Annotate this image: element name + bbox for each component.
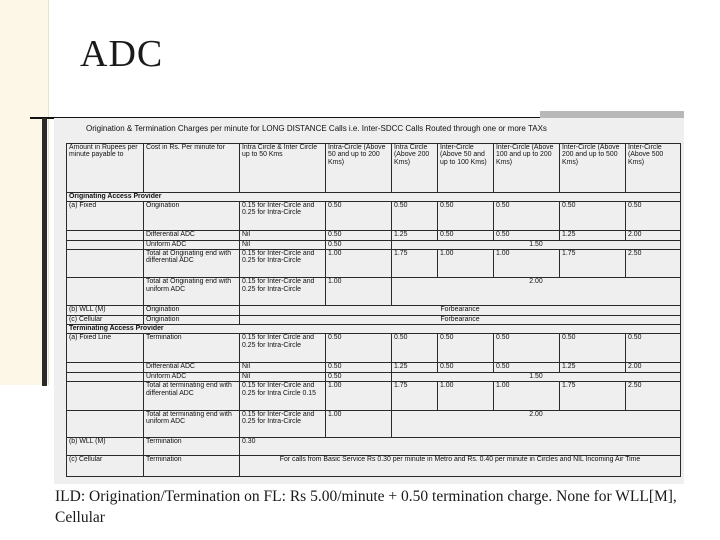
- column-header: Amount in Rupees per minute payable to: [67, 144, 144, 193]
- column-header: Inter-Circle (Above 500 Kms): [626, 144, 681, 193]
- value-cell: 0.30: [240, 438, 681, 456]
- value-cell: 0.50: [438, 334, 494, 363]
- column-header: Inter-Circle (Above 50 and up to 100 Kms): [438, 144, 494, 193]
- merged-value-cell: 2.00: [392, 410, 681, 437]
- column-header: Inter-Circle (Above 200 and up to 500 Kms): [560, 144, 626, 193]
- value-cell: 0.50: [438, 230, 494, 240]
- value-cell: 0.50: [494, 202, 560, 231]
- value-cell: 1.25: [560, 230, 626, 240]
- merged-value-cell: 2.00: [392, 278, 681, 305]
- table-row: [67, 382, 681, 411]
- item-cell: Total at Originating end with uniform ADC: [144, 278, 240, 305]
- section-row: [67, 192, 681, 201]
- value-cell: 0.50: [326, 240, 392, 249]
- value-cell: 0.50: [438, 362, 494, 372]
- item-cell: Uniform ADC: [144, 373, 240, 382]
- merged-value-cell: 1.50: [392, 373, 681, 382]
- item-cell: Termination: [144, 438, 240, 456]
- row-label: (a) Fixed Line: [67, 334, 144, 363]
- value-cell: 1.00: [326, 382, 392, 411]
- row-label: (b) WLL (M): [67, 438, 144, 456]
- table-header-text: Origination & Termination Charges per minute for LONG DISTANCE Calls i.e. Inter-SDCC Calls Routed through one or more TAXs: [86, 124, 547, 133]
- row-label: [67, 362, 144, 372]
- slide-caption: ILD: Origination/Termination on FL: Rs 5.00/minute + 0.50 termination charge. None for WLL[M], Cellular: [55, 488, 677, 526]
- value-cell: 1.75: [560, 382, 626, 411]
- table-row: [67, 334, 681, 363]
- table-row: [67, 456, 681, 477]
- table-row: [67, 438, 681, 456]
- row-label: [67, 410, 144, 437]
- item-cell: Total at Originating end with differential ADC: [144, 249, 240, 278]
- table-row: [67, 316, 681, 325]
- merged-value-cell: For calls from Basic Service Rs 0.30 per minute in Metro and Rs. 0.40 per minute in Circles and NIL Incoming Air Time: [240, 456, 681, 477]
- value-cell: 1.00: [326, 410, 392, 437]
- base-cell: 0.15 for Inter Circle and 0.25 for Intra-Circle: [240, 334, 326, 363]
- base-cell: Nil: [240, 240, 326, 249]
- value-cell: 0.50: [326, 230, 392, 240]
- value-cell: 0.50: [392, 202, 438, 231]
- base-cell: Nil: [240, 362, 326, 372]
- table-row: [67, 410, 681, 437]
- scanned-table-image: [54, 118, 684, 484]
- value-cell: 1.00: [326, 249, 392, 278]
- value-cell: 0.50: [326, 373, 392, 382]
- item-cell: Origination: [144, 305, 240, 315]
- column-header: Intra Circle & Inter Circle up to 50 Kms: [240, 144, 326, 193]
- value-cell: 1.75: [392, 249, 438, 278]
- value-cell: 1.00: [494, 382, 560, 411]
- row-label: [67, 230, 144, 240]
- base-cell: Nil: [240, 373, 326, 382]
- table-row: [67, 202, 681, 231]
- row-label: (c) Cellular: [67, 456, 144, 477]
- value-cell: 0.50: [326, 202, 392, 231]
- merged-value-cell: Forbearance: [240, 305, 681, 315]
- row-label: [67, 373, 144, 382]
- title-rule-accent: [540, 111, 684, 118]
- merged-value-cell: 1.50: [392, 240, 681, 249]
- table-row: [67, 240, 681, 249]
- item-cell: Differential ADC: [144, 362, 240, 372]
- value-cell: 0.50: [560, 334, 626, 363]
- item-cell: Total at terminating end with differential ADC: [144, 382, 240, 411]
- row-label: (a) Fixed: [67, 202, 144, 231]
- item-cell: Origination: [144, 202, 240, 231]
- item-cell: Total at terminating end with uniform ADC: [144, 410, 240, 437]
- base-cell: 0.15 for Inter-Circle and 0.25 for Intra-Circle: [240, 202, 326, 231]
- base-cell: 0.15 for Inter-Circle and 0.25 for Intra Circle 0.15: [240, 382, 326, 411]
- row-label: [67, 382, 144, 411]
- value-cell: 1.75: [392, 382, 438, 411]
- row-label: (c) Cellular: [67, 316, 144, 325]
- base-cell: Nil: [240, 230, 326, 240]
- table-row: [67, 230, 681, 240]
- section-title-originating: Originating Access Provider: [67, 192, 681, 201]
- merged-value-cell: Forbearance: [240, 316, 681, 325]
- item-cell: Termination: [144, 456, 240, 477]
- value-cell: 1.00: [326, 278, 392, 305]
- base-cell: 0.15 for Inter-Circle and 0.25 for Intra-Circle: [240, 410, 326, 437]
- value-cell: 2.00: [626, 362, 681, 372]
- item-cell: Termination: [144, 334, 240, 363]
- base-cell: 0.15 for Inter-Circle and 0.25 for Intra-Circle: [240, 278, 326, 305]
- item-cell: Differential ADC: [144, 230, 240, 240]
- value-cell: 1.75: [560, 249, 626, 278]
- value-cell: 0.50: [494, 230, 560, 240]
- row-label: (b) WLL (M): [67, 305, 144, 315]
- column-header: Intra-Circle (Above 50 and up to 200 Kms): [326, 144, 392, 193]
- left-accent-bar: [42, 118, 47, 386]
- value-cell: 0.50: [626, 334, 681, 363]
- table-row: [67, 305, 681, 315]
- row-label: [67, 240, 144, 249]
- adc-table: [66, 143, 681, 477]
- section-row: [67, 325, 681, 334]
- column-header: Cost in Rs. Per minute for: [144, 144, 240, 193]
- value-cell: 0.50: [494, 334, 560, 363]
- value-cell: 0.50: [560, 202, 626, 231]
- value-cell: 1.25: [392, 362, 438, 372]
- value-cell: 0.50: [326, 362, 392, 372]
- value-cell: 0.50: [326, 334, 392, 363]
- value-cell: 0.50: [438, 202, 494, 231]
- column-header: Intra Circle (Above 200 Kms): [392, 144, 438, 193]
- value-cell: 2.50: [626, 249, 681, 278]
- value-cell: 1.25: [560, 362, 626, 372]
- table-row: [67, 362, 681, 372]
- table-row: [67, 278, 681, 305]
- value-cell: 1.00: [494, 249, 560, 278]
- item-cell: Origination: [144, 316, 240, 325]
- base-cell: 0.15 for Inter-Circle and 0.25 for Intra-Circle: [240, 249, 326, 278]
- value-cell: 2.50: [626, 382, 681, 411]
- row-label: [67, 278, 144, 305]
- column-header-row: [67, 144, 681, 193]
- value-cell: 2.00: [626, 230, 681, 240]
- value-cell: 0.50: [494, 362, 560, 372]
- value-cell: 1.25: [392, 230, 438, 240]
- table-row: [67, 249, 681, 278]
- value-cell: 0.50: [626, 202, 681, 231]
- column-header: Inter-Circle (Above 100 and up to 200 Kms): [494, 144, 560, 193]
- value-cell: 1.00: [438, 249, 494, 278]
- item-cell: Uniform ADC: [144, 240, 240, 249]
- row-label: [67, 249, 144, 278]
- slide-title: ADC: [80, 33, 164, 75]
- value-cell: 0.50: [392, 334, 438, 363]
- table-row: [67, 373, 681, 382]
- value-cell: 1.00: [438, 382, 494, 411]
- section-title-terminating: Terminating Access Provider: [67, 325, 681, 334]
